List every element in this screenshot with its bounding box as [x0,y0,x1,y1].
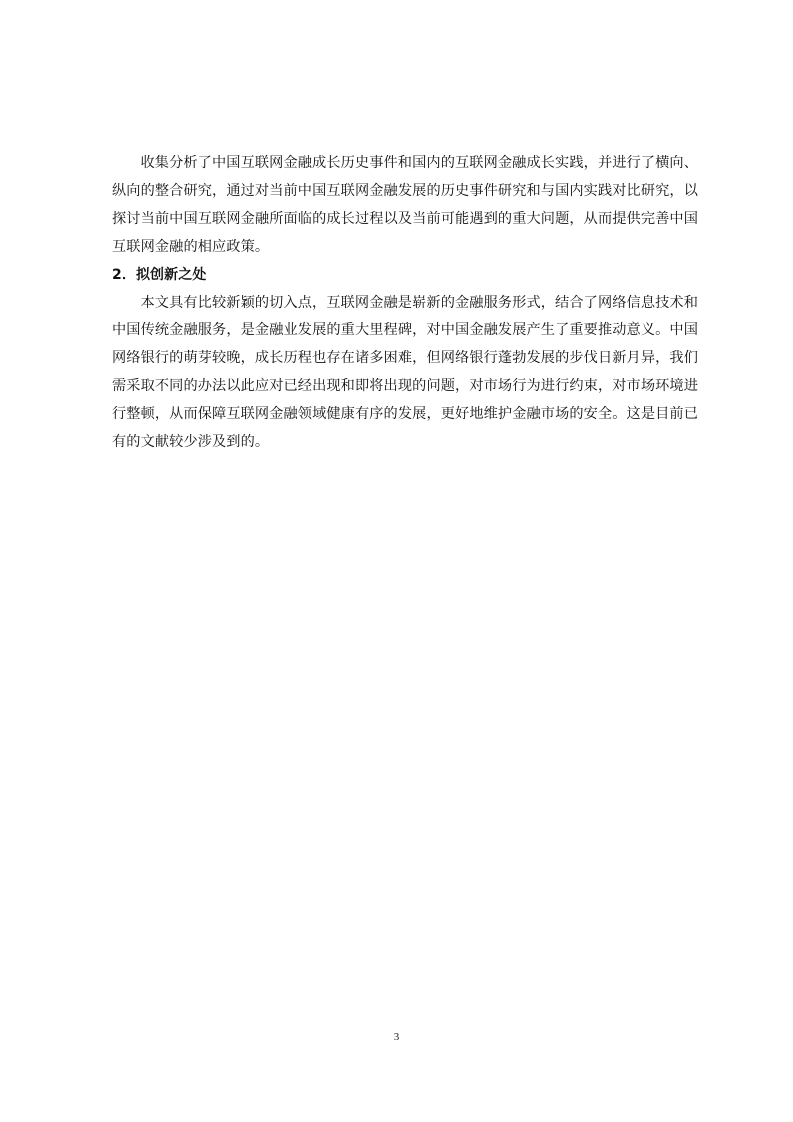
body-paragraph-1: 收集分析了中国互联网金融成长历史事件和国内的互联网金融成长实践，并进行了横向、纵向的整合研究，通过对当前中国互联网金融发展的历史事件研究和与国内实践对比研究，以探讨当前中国互联网金融所面临的成长过程以及当前可能遇到的重大问题，从而提供完善中国互联网金融的相应政策。 [112,155,698,255]
page-body [112,150,698,457]
page-number: 3 [393,1031,400,1043]
body-paragraph-2: 本文具有比较新颖的切入点，互联网金融是崭新的金融服务形式，结合了网络信息技术和中国传统金融服务，是金融业发展的重大里程碑，对中国金融发展产生了重要推动意义。中国网络银行的萌芽较晚，成长历程也存在诸多困难，但网络银行蓬勃发展的步伐日新月异，我们需采取不同的办法以此应对已经出现和即将出现的问题，对市场行为进行约束，对市场环境进行整顿，从而保障互联网金融领域健康有序的发展，更好地维护金融市场的安全。这是目前已有的文献较少涉及到的。 [112,294,698,451]
section-heading: 2．拟创新之处 [112,266,207,283]
